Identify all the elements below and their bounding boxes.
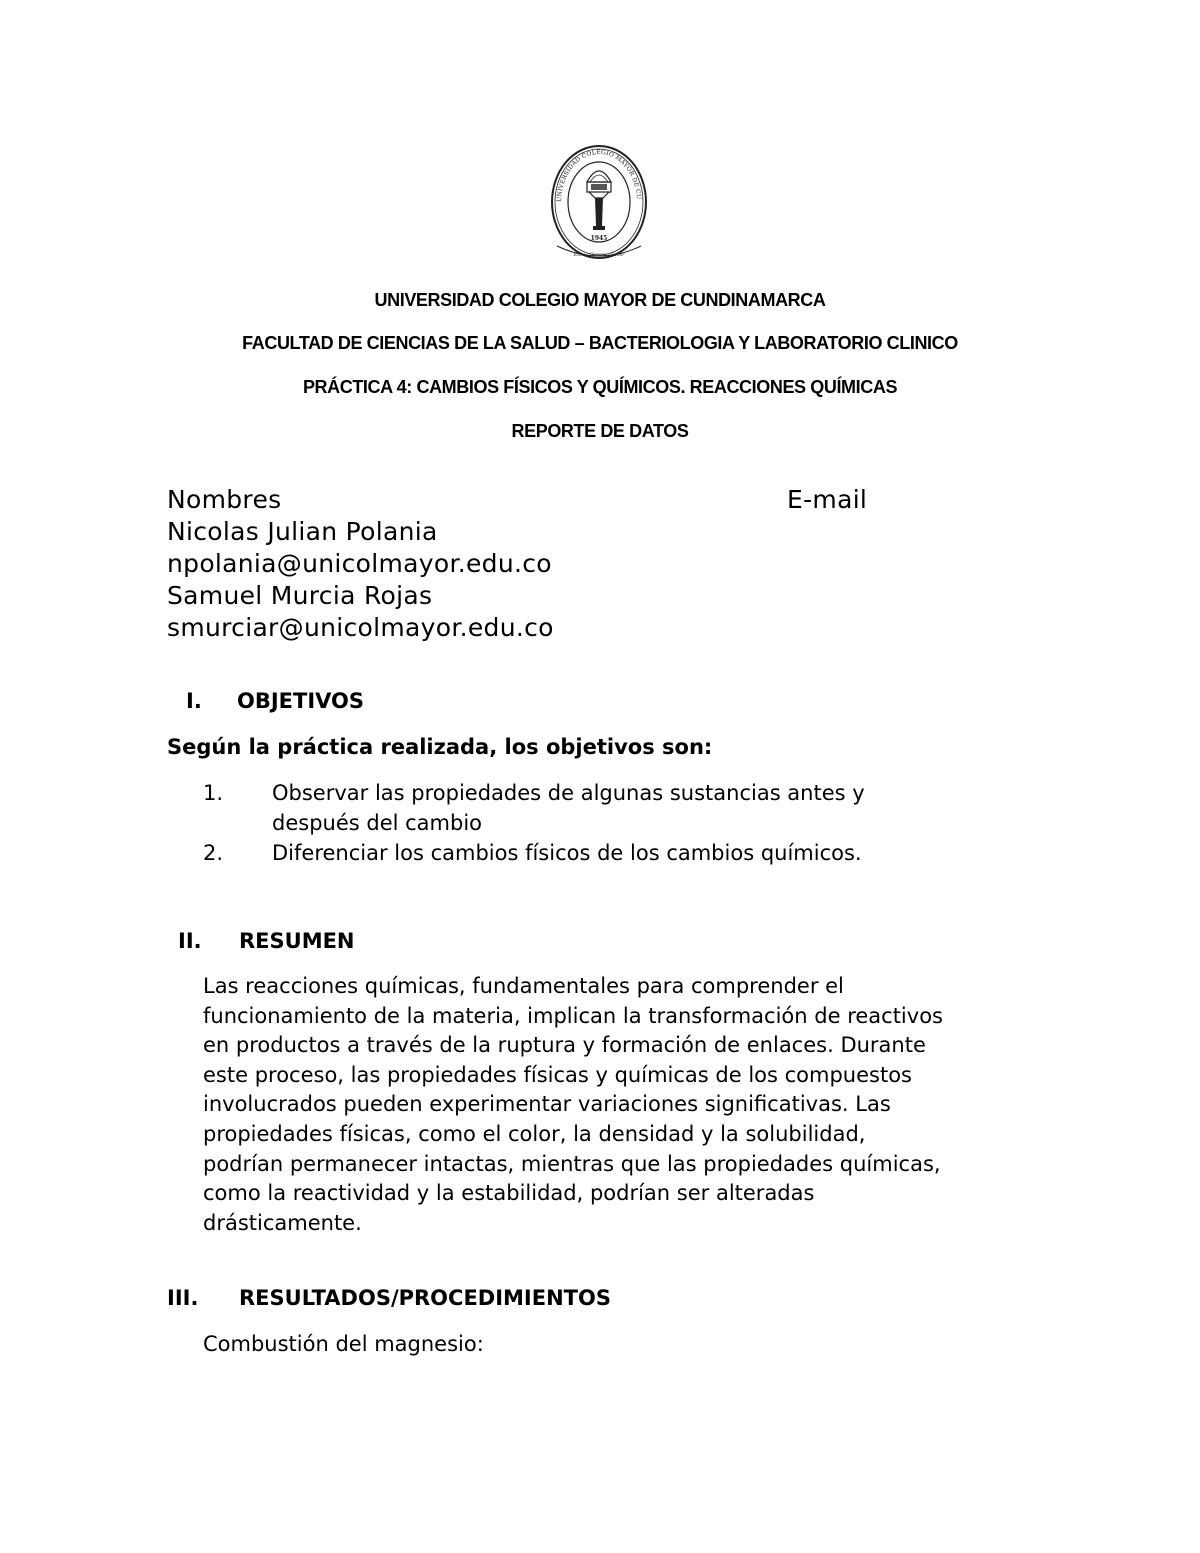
university-name: UNIVERSIDAD COLEGIO MAYOR DE CUNDINAMARCA	[374, 290, 826, 310]
magnesium-combustion-subtitle: Combustión del magnesio:	[203, 1332, 484, 1356]
objective-1-number: 1.	[203, 781, 224, 805]
section-2-title: RESUMEN	[239, 929, 355, 953]
seal-motto: Etica · Ciencia · Saber	[573, 253, 625, 258]
section-3-title: RESULTADOS/PROCEDIMIENTOS	[239, 1286, 611, 1310]
report-title: REPORTE DE DATOS	[511, 421, 689, 441]
student-email-1: npolania@unicolmayor.edu.co	[167, 549, 552, 578]
seal-year: 1945	[590, 235, 608, 242]
section-1-title: OBJETIVOS	[237, 689, 365, 713]
university-seal-logo	[549, 142, 649, 262]
section-3-number: III.	[167, 1286, 199, 1310]
seal-ring-text: UNIVERSIDAD COLEGIO MAYOR DE CU	[555, 148, 642, 203]
student-name-2: Samuel Murcia Rojas	[167, 581, 433, 610]
summary-line: propiedades físicas, como el color, la densidad y la solubilidad,	[203, 1121, 866, 1146]
summary-paragraph	[203, 972, 1103, 1238]
objectives-lead: Según la práctica realizada, los objetivos son:	[167, 735, 713, 759]
summary-line: este proceso, las propiedades físicas y químicas de los compuestos	[203, 1062, 912, 1087]
objective-1-text	[272, 778, 865, 838]
summary-line: en productos a través de la ruptura y formación de enlaces. Durante	[203, 1033, 926, 1058]
summary-line: como la reactividad y la estabilidad, podrían ser alteradas	[203, 1181, 815, 1206]
objective-2-number: 2.	[203, 841, 224, 865]
objective-1-line-2: después del cambio	[272, 811, 483, 835]
section-1-number: I.	[186, 689, 202, 713]
summary-line: drásticamente.	[203, 1210, 362, 1235]
summary-line: funcionamiento de la materia, implican la transformación de reactivos	[203, 1003, 943, 1028]
objective-1-line-1: Observar las propiedades de algunas sustancias antes y	[272, 781, 865, 805]
email-label: E-mail	[787, 485, 868, 514]
names-label: Nombres	[167, 485, 282, 514]
practice-title: PRÁCTICA 4: CAMBIOS FÍSICOS Y QUÍMICOS. REACCIONES QUÍMICAS	[302, 377, 898, 397]
student-name-1: Nicolas Julian Polania	[167, 517, 438, 546]
faculty-name: FACULTAD DE CIENCIAS DE LA SALUD – BACTERIOLOGIA Y LABORATORIO CLINICO	[242, 333, 958, 353]
summary-line: podrían permanecer intactas, mientras que las propiedades químicas,	[203, 1151, 941, 1176]
section-2-number: II.	[178, 929, 202, 953]
student-email-2: smurciar@unicolmayor.edu.co	[167, 613, 554, 642]
summary-line: Las reacciones químicas, fundamentales para comprender el	[203, 974, 844, 998]
summary-line: involucrados pueden experimentar variaciones significativas. Las	[203, 1092, 891, 1117]
objective-2-text: Diferenciar los cambios físicos de los cambios químicos.	[272, 841, 862, 865]
